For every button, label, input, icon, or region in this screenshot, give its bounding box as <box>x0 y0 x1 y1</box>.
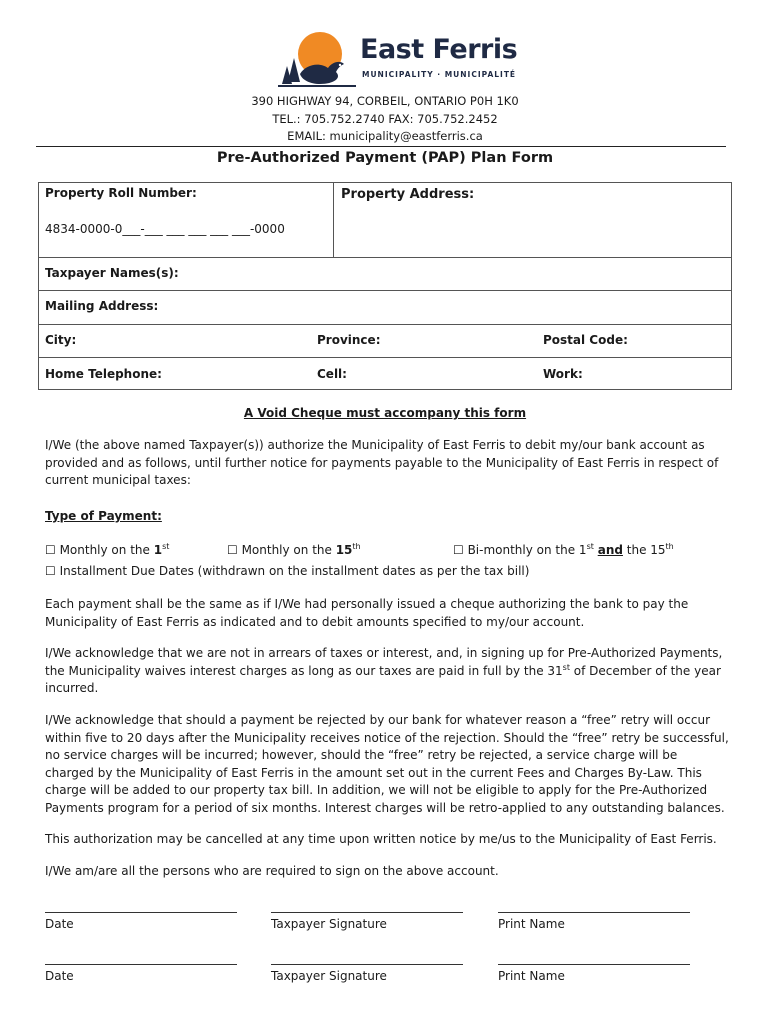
print-name-label-1: Print Name <box>498 917 565 931</box>
option-bimonthly-suffix-1: st <box>586 542 594 551</box>
postal-code-label: Postal Code: <box>543 333 628 347</box>
date-line-2[interactable] <box>45 964 237 965</box>
print-name-line-2[interactable] <box>498 964 690 965</box>
mailing-address-label: Mailing Address: <box>45 299 159 313</box>
loon-sun-icon <box>276 28 360 90</box>
same-payment-paragraph: Each payment shall be the same as if I/We had personally issued a cheque authorizing the bank to pay the Municipality of East Ferris as indicated and to debit amounts specified to my/our account. <box>45 597 689 629</box>
property-address-label: Property Address: <box>341 187 475 202</box>
option-monthly-1st-suffix: st <box>162 542 170 551</box>
address-line: 390 HIGHWAY 94, CORBEIL, ONTARIO P0H 1K0 <box>251 94 519 108</box>
option-bimonthly-text-2: the 15 <box>622 543 666 557</box>
row-divider <box>39 324 731 325</box>
print-name-line-1[interactable] <box>498 912 690 913</box>
home-telephone-label: Home Telephone: <box>45 367 162 381</box>
email-line: EMAIL: municipality@eastferris.ca <box>287 129 483 143</box>
logo-name: East Ferris <box>360 34 518 65</box>
option-monthly-1st-day: 1 <box>153 543 163 557</box>
city-label: City: <box>45 333 77 347</box>
type-of-payment-label: Type of Payment: <box>45 509 162 523</box>
row-divider <box>39 257 731 258</box>
date-label-1: Date <box>45 917 74 931</box>
authorization-paragraph: I/We (the above named Taxpayer(s)) authorize the Municipality of East Ferris to debit my/our bank account as provided and as follows, until further notice for payments payable to the Municipality of East Ferris in respect of current municipal taxes: <box>45 438 719 488</box>
rejected-payment-paragraph: I/We acknowledge that should a payment be rejected by our bank for whatever reason a “free” retry will occur within five to 20 days after the Municipality receives notice of the rejection. Should the “free” retry be successful, no service charges will be incurred; however, should the “free” retry be rejected, a service charge will be charged by the Municipality of East Ferris in the amount set out in the current Fees and Charges By-Law. This charge will be added to our property tax bill. In addition, we will not be eligible to apply for the Pre-Authorized Payments program for a period of six months. Interest charges will be retro-applied to any outstanding balances. <box>45 713 729 815</box>
taxpayer-signature-label-1: Taxpayer Signature <box>271 917 387 931</box>
print-name-label-2: Print Name <box>498 969 565 983</box>
option-bimonthly-suffix-2: th <box>665 542 674 551</box>
taxpayer-signature-line-2[interactable] <box>271 964 463 965</box>
arrears-text-part-2: of December of the year incurred. <box>45 663 721 696</box>
form-title: Pre-Authorized Payment (PAP) Plan Form <box>216 150 554 166</box>
option-monthly-15th[interactable] <box>227 543 361 557</box>
row-divider <box>39 290 731 291</box>
option-installment[interactable]: ☐ Installment Due Dates (withdrawn on the installment dates as per the tax bill) <box>45 564 530 578</box>
option-bimonthly[interactable] <box>453 543 674 557</box>
option-monthly-1st[interactable] <box>45 543 169 557</box>
option-bimonthly-text: ☐ Bi-monthly on the 1 <box>453 543 587 557</box>
persons-paragraph: I/We am/are all the persons who are required to sign on the above account. <box>45 864 499 878</box>
taxpayer-info-table <box>38 182 732 390</box>
date-label-2: Date <box>45 969 74 983</box>
option-monthly-15th-day: 15 <box>335 543 353 557</box>
option-monthly-15th-suffix: th <box>352 542 361 551</box>
east-ferris-logo <box>276 28 518 90</box>
province-label: Province: <box>317 333 381 347</box>
option-monthly-1st-text: ☐ Monthly on the <box>45 543 154 557</box>
arrears-suffix: st <box>562 662 570 672</box>
void-cheque-note: A Void Cheque must accompany this form <box>243 406 527 420</box>
taxpayer-signature-label-2: Taxpayer Signature <box>271 969 387 983</box>
date-line-1[interactable] <box>45 912 237 913</box>
option-monthly-15th-text: ☐ Monthly on the <box>227 543 336 557</box>
taxpayer-names-label: Taxpayer Names(s): <box>45 266 179 280</box>
logo-subtitle: MUNICIPALITY · MUNICIPALITÉ <box>362 70 517 79</box>
taxpayer-signature-line-1[interactable] <box>271 912 463 913</box>
cancel-paragraph: This authorization may be cancelled at any time upon written notice by me/us to the Municipality of East Ferris. <box>45 832 717 846</box>
property-roll-field[interactable]: 4834-0000-0___-___ ___ ___ ___ ___-0000 <box>45 222 285 236</box>
cell-label: Cell: <box>317 367 347 381</box>
work-label: Work: <box>543 367 583 381</box>
phone-line: TEL.: 705.752.2740 FAX: 705.752.2452 <box>272 112 498 126</box>
property-roll-label: Property Roll Number: <box>45 186 197 200</box>
arrears-paragraph <box>45 645 730 698</box>
option-bimonthly-and: and <box>597 543 623 557</box>
column-divider <box>333 183 334 257</box>
row-divider <box>39 357 731 358</box>
title-divider <box>36 146 726 147</box>
arrears-text-part-1: I/We acknowledge that we are not in arrears of taxes or interest, and, in signing up for Pre-Authorized Payments, the Municipality waives interest charges as long as our taxes are paid in full by the 31 <box>45 646 723 678</box>
